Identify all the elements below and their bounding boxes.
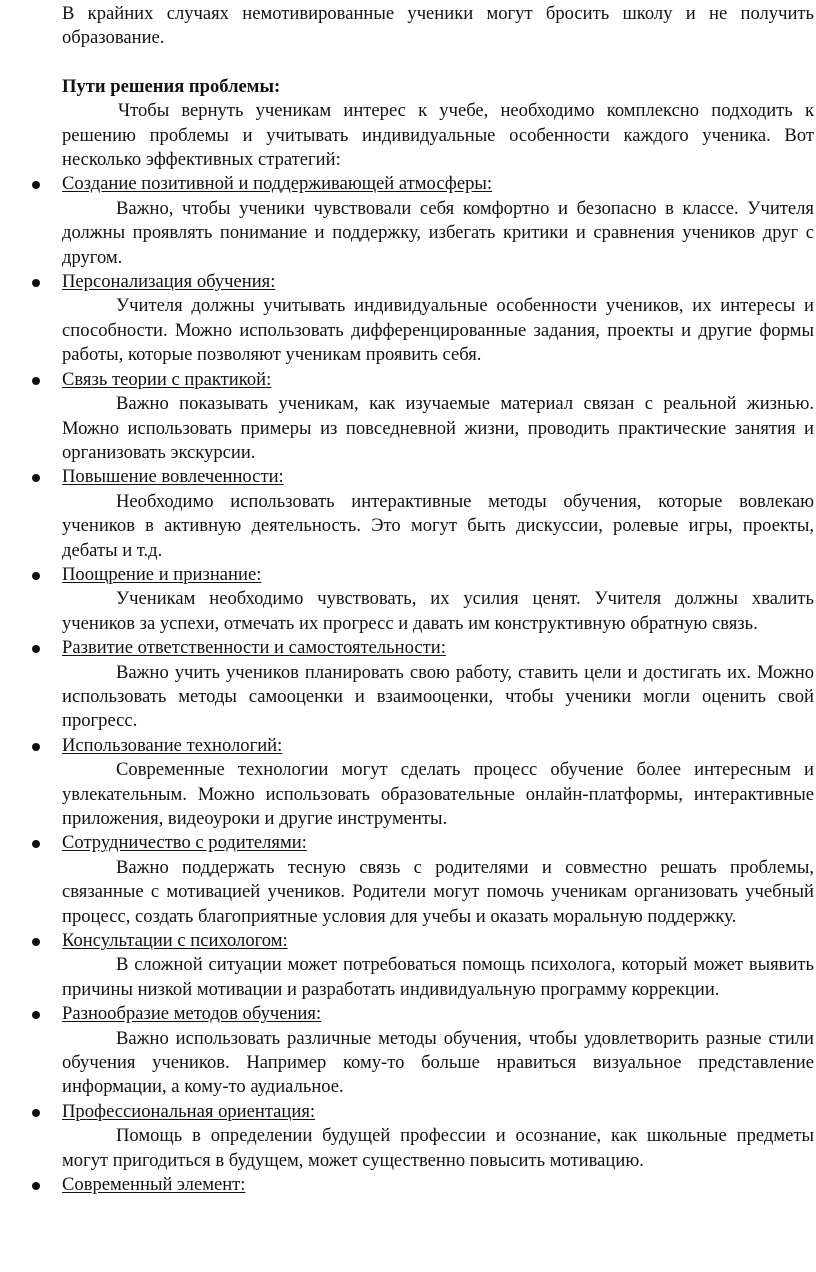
item-body: Важно поддержать тесную связь с родителями и совместно решать проблемы, связанные с мотивацией учеников. Родители могут помочь ученикам организовать учебный процесс, создать благоприятные условия для учебы и оказать моральную поддержку.	[62, 856, 814, 927]
list-item	[62, 929, 814, 1002]
bullet-icon	[32, 938, 40, 946]
bullet-icon	[32, 1109, 40, 1117]
list-item	[62, 831, 814, 929]
bullet-icon	[32, 181, 40, 189]
intro-paragraph: В крайних случаях немотивированные ученики могут бросить школу и не получить образование.	[62, 3, 814, 49]
item-body: Современные технологии могут сделать процесс обучение более интересным и увлекательным. Можно использовать образовательные онлайн-платформы, интерактивные приложения, видеоуроки и другие инструменты.	[62, 759, 814, 829]
item-body: Необходимо использовать интерактивные методы обучения, которые вовлекаю учеников в активную деятельность. Это могут быть дискуссии, ролевые игры, проекты, дебаты и т.д.	[62, 490, 814, 561]
item-title: Профессиональная ориентация:	[62, 1100, 316, 1122]
item-title: Поощрение и признание:	[62, 563, 262, 585]
item-body: Ученикам необходимо чувствовать, их усилия ценят. Учителя должны хвалить учеников за успехи, отмечать их прогресс и давать им конструктивную обратную связь.	[62, 588, 814, 634]
section-heading: Пути решения проблемы:	[62, 75, 281, 97]
item-body: В сложной ситуации может потребоваться помощь психолога, который может выявить причины низкой мотивации и разработать индивидуальную программу коррекции.	[62, 954, 814, 1000]
list-item	[62, 636, 814, 734]
item-title: Связь теории с практикой:	[62, 368, 272, 390]
item-title: Разнообразие методов обучения:	[62, 1003, 322, 1025]
bullet-icon	[32, 377, 40, 385]
list-item	[62, 1100, 814, 1173]
bullet-icon	[32, 743, 40, 751]
strategy-list	[62, 172, 814, 1197]
item-body: Важно показывать ученикам, как изучаемые материал связан с реальной жизнью. Можно использовать примеры из повседневной жизни, проводить практические занятия и организовать экскурсии.	[62, 393, 814, 463]
item-title: Консультации с психологом:	[62, 930, 288, 952]
list-item	[62, 368, 814, 466]
item-body: Учителя должны учитывать индивидуальные особенности учеников, их интересы и способности. Можно использовать дифференцированные задания, проекты и другие формы работы, которые позволяют ученикам проявить себя.	[62, 295, 814, 366]
bullet-icon	[32, 279, 40, 287]
item-title: Развитие ответственности и самостоятельности:	[62, 637, 446, 659]
item-body: Помощь в определении будущей профессии и осознание, как школьные предметы могут пригодиться в будущем, может существенно повысить мотивацию.	[62, 1125, 814, 1171]
item-body: Важно использовать различные методы обучения, чтобы удовлетворить разные стили обучения учеников. Например кому-то больше нравиться визуальное представление информации, а кому-то аудиальное.	[62, 1027, 814, 1098]
bullet-icon	[32, 1011, 40, 1019]
list-item	[62, 172, 814, 270]
item-body: Важно, чтобы ученики чувствовали себя комфортно и безопасно в классе. Учителя должны проявлять понимание и поддержку, избегать критики и сравнения учеников друг с другом.	[62, 197, 814, 268]
list-item	[62, 1002, 814, 1100]
item-title: Использование технологий:	[62, 734, 283, 756]
item-title: Создание позитивной и поддерживающей атмосферы:	[62, 173, 493, 195]
bullet-icon	[32, 840, 40, 848]
item-title: Персонализация обучения:	[62, 271, 276, 293]
item-body: Важно учить учеников планировать свою работу, ставить цели и достигать их. Можно использовать методы самооценки и взаимооценки, чтобы ученики могли оценить свой прогресс.	[62, 661, 814, 732]
list-item	[62, 1173, 814, 1197]
lead-paragraph: Чтобы вернуть ученикам интерес к учебе, необходимо комплексно подходить к решению проблемы и учитывать индивидуальные особенности каждого ученика. Вот несколько эффективных стратегий:	[62, 100, 814, 171]
bullet-icon	[32, 474, 40, 482]
item-title: Современный элемент:	[62, 1174, 246, 1196]
bullet-icon	[32, 645, 40, 653]
bullet-icon	[32, 1182, 40, 1190]
list-item	[62, 465, 814, 563]
document-page	[62, 0, 814, 1198]
list-item	[62, 563, 814, 636]
list-item	[62, 734, 814, 832]
list-item	[62, 270, 814, 368]
bullet-icon	[32, 572, 40, 580]
item-title: Сотрудничество с родителями:	[62, 832, 307, 854]
item-title: Повышение вовлеченности:	[62, 466, 284, 488]
